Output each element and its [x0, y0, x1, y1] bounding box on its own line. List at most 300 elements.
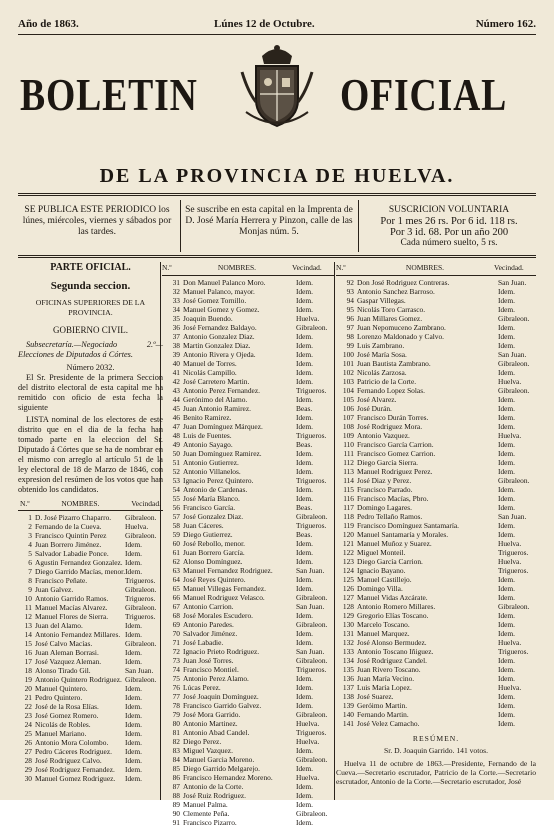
elector-name: Lúcas Perez.: [183, 683, 221, 692]
elector-number: 39: [172, 350, 180, 359]
elector-row: [162, 404, 334, 413]
elector-row: [336, 494, 536, 503]
elector-vecindad: Idem.: [296, 449, 314, 458]
elector-row: [18, 567, 163, 576]
elector-name: Antonio Carrion.: [183, 602, 234, 611]
elector-name: Joaquin Buendo.: [183, 314, 233, 323]
elector-vecindad: Idem.: [498, 305, 516, 314]
elector-row: [336, 557, 536, 566]
elector-name: José Joaquin Domínguez.: [183, 692, 259, 701]
elector-vecindad: Idem.: [296, 674, 314, 683]
elector-number: 15: [24, 639, 32, 648]
resumen-block: [336, 734, 536, 786]
elector-vecindad: Idem.: [296, 377, 314, 386]
elector-name: Alonso Domínguez.: [183, 557, 243, 566]
elector-name: José Velez Camacho.: [357, 719, 420, 728]
elector-vecindad: Idem.: [498, 530, 516, 539]
elector-name: Nicolás Toro Carrasco.: [357, 305, 426, 314]
elector-vecindad: Idem.: [296, 494, 314, 503]
elector-row: [162, 368, 334, 377]
elector-vecindad: Idem.: [125, 756, 143, 765]
elector-name: Geróimo Martin.: [357, 701, 408, 710]
elector-number: 52: [172, 467, 180, 476]
elector-name: José Gomez Tornillo.: [183, 296, 247, 305]
elector-vecindad: Idem.: [296, 701, 314, 710]
elector-number: 59: [172, 530, 180, 539]
elector-row: [18, 756, 163, 765]
elector-number: 89: [172, 800, 180, 809]
elector-vecindad: Beas.: [296, 503, 313, 512]
elector-number: 98: [346, 332, 354, 341]
elector-number: 124: [342, 566, 354, 575]
elector-vecindad: Idem.: [296, 800, 314, 809]
elector-number: 46: [172, 413, 180, 422]
elector-name: Francisco Montiel.: [183, 665, 239, 674]
elector-vecindad: Gibraleon.: [125, 513, 157, 522]
elector-vecindad: Trigueros.: [296, 665, 327, 674]
elector-vecindad: Idem.: [498, 521, 516, 530]
elector-row: [162, 467, 334, 476]
elector-number: 141: [342, 719, 354, 728]
elector-name: Manuel Castillejo.: [357, 575, 412, 584]
elector-row: [162, 485, 334, 494]
elector-number: 11: [24, 603, 32, 612]
elector-number: 66: [172, 593, 180, 602]
elector-name: Francisco Hernandez Moreno.: [183, 773, 273, 782]
elector-name: Juan Galvez.: [35, 585, 74, 594]
elector-number: 61: [172, 548, 180, 557]
elector-name: Juan Rivero Toscano.: [357, 665, 421, 674]
elector-vecindad: Gibraleon.: [125, 531, 157, 540]
elector-row: [162, 719, 334, 728]
elector-vecindad: Huelva.: [498, 683, 522, 692]
elector-row: [336, 629, 536, 638]
elector-row: [18, 576, 163, 585]
elector-vecindad: Idem.: [498, 413, 516, 422]
elector-name: Juan Cáceres.: [183, 521, 224, 530]
elector-vecindad: Huelva.: [498, 431, 522, 440]
elector-number: 128: [342, 602, 354, 611]
elector-vecindad: San Juan.: [296, 647, 325, 656]
elector-number: 91: [172, 818, 180, 827]
elector-number: 136: [342, 674, 354, 683]
elector-row: [162, 449, 334, 458]
elector-vecindad: Idem.: [296, 683, 314, 692]
elector-number: 109: [342, 431, 354, 440]
elector-row: [18, 657, 163, 666]
elector-name: Domingo Lagares.: [357, 503, 413, 512]
elector-vecindad: Idem.: [296, 818, 314, 827]
elector-vecindad: Idem.: [296, 395, 314, 404]
elector-vecindad: Idem.: [498, 404, 516, 413]
elector-row: [162, 665, 334, 674]
elector-name: Francisco Domínguez Santamaría.: [357, 521, 460, 530]
elector-number: 48: [172, 431, 180, 440]
elector-name: José Gonzalez Diaz.: [183, 512, 244, 521]
elector-row: [336, 521, 536, 530]
elector-row: [18, 594, 163, 603]
elector-row: [162, 737, 334, 746]
elector-number: 126: [342, 584, 354, 593]
elector-name: Juan Borrero Jiménez.: [35, 540, 102, 549]
elector-number: 75: [172, 674, 180, 683]
elector-vecindad: Idem.: [498, 395, 516, 404]
elector-name: Antonio Mora Colombo.: [35, 738, 109, 747]
elector-name: Francisco Quintin Perez: [35, 531, 107, 540]
elector-vecindad: Idem.: [296, 458, 314, 467]
elector-row: [336, 539, 536, 548]
elector-name: José Rodriguez Candel.: [357, 656, 427, 665]
elector-vecindad: Idem.: [296, 557, 314, 566]
subscription-line: Cada número suelto, 5 rs.: [400, 238, 498, 248]
elector-row: [18, 522, 163, 531]
elector-vecindad: Idem.: [498, 467, 516, 476]
elector-vecindad: Idem.: [296, 341, 314, 350]
royal-coat-of-arms-icon: [238, 42, 316, 130]
elector-vecindad: Gibraleon.: [296, 656, 328, 665]
elector-vecindad: Gibraleon.: [125, 603, 157, 612]
elector-name: Manuel Palma.: [183, 800, 228, 809]
elector-vecindad: Idem.: [296, 413, 314, 422]
list-intro-paragraph: LISTA nominal de los electores de este distrito que en el dia de la fecha han tomado parte en la eleccion del Sr. Diputado á Córtes que se ha de nombrar en el mismo con arreglo al artículo 51 de la ley electoral de 18 de Marzo de 1846, con expresion del resúmen de los votos que han obtenido los candidatos.: [18, 415, 163, 494]
elector-row: [336, 647, 536, 656]
elector-vecindad: Idem.: [498, 332, 516, 341]
elector-number: 18: [24, 666, 32, 675]
elector-vecindad: Trigueros.: [296, 386, 327, 395]
elector-number: 43: [172, 386, 180, 395]
subscription-prices: [362, 205, 536, 249]
elector-name: Fernando Lopez Solas.: [357, 386, 425, 395]
column-divider: [334, 262, 335, 800]
elector-vecindad: San Juan.: [498, 278, 527, 287]
elector-row: [162, 701, 334, 710]
elector-number: 85: [172, 764, 180, 773]
elector-row: [18, 702, 163, 711]
col-name-header: NOMBRES.: [217, 263, 257, 272]
elector-name: Ignacio Perez Quintero.: [183, 476, 254, 485]
elector-vecindad: Trigueros.: [296, 521, 327, 530]
elector-row: [162, 755, 334, 764]
elector-number: 86: [172, 773, 180, 782]
elector-row: [336, 530, 536, 539]
elector-vecindad: Idem.: [498, 656, 516, 665]
elector-number: 130: [342, 620, 354, 629]
elector-number: 37: [172, 332, 180, 341]
elector-number: 7: [28, 567, 32, 576]
elector-number: 123: [342, 557, 354, 566]
elector-row: [336, 440, 536, 449]
elector-row: [18, 585, 163, 594]
elector-number: 113: [343, 467, 354, 476]
elector-name: Antonio Paredes.: [183, 620, 234, 629]
elector-row: [336, 575, 536, 584]
masthead-rule: [18, 193, 536, 196]
subscription-line: Por 1 mes 26 rs. Por 6 id. 118 rs.: [380, 216, 518, 227]
elector-name: Luis María Lopez.: [357, 683, 412, 692]
col-vecindad-header: Vecindad.: [131, 499, 161, 508]
elector-name: Gerónimo del Alamo.: [183, 395, 248, 404]
elector-row: [18, 729, 163, 738]
elector-number: 45: [172, 404, 180, 413]
elector-vecindad: Idem.: [296, 692, 314, 701]
elector-vecindad: Huelva.: [498, 539, 522, 548]
elector-name: Manuel Muñoz y Suarez.: [357, 539, 432, 548]
document-number: Número 2032.: [66, 363, 115, 372]
elector-row: [336, 359, 536, 368]
elector-vecindad: Idem.: [125, 657, 143, 666]
elector-row: [18, 711, 163, 720]
elector-vecindad: Idem.: [296, 548, 314, 557]
elector-name: Lorenzo Maldonado y Calvo.: [357, 332, 445, 341]
elector-number: 73: [172, 656, 180, 665]
elector-name: Gaspar Villegas.: [357, 296, 406, 305]
elector-name: Antonio Quintero Rodriguez.: [35, 675, 122, 684]
elector-name: Francisco Parrado.: [357, 485, 413, 494]
elector-vecindad: Trigueros.: [296, 476, 327, 485]
elector-number: 92: [346, 278, 354, 287]
elector-number: 34: [172, 305, 180, 314]
elector-name: Juan Borrero García.: [183, 548, 245, 557]
elector-name: José Vazquez Aleman.: [35, 657, 102, 666]
col-name-header: NOMBRES.: [61, 499, 100, 508]
elector-name: Juan María Vecino.: [357, 674, 415, 683]
elector-row: [162, 548, 334, 557]
elector-number: 10: [24, 594, 32, 603]
elector-number: 4: [28, 540, 32, 549]
list-header: [162, 263, 334, 276]
elector-number: 100: [342, 350, 354, 359]
elector-row: [336, 404, 536, 413]
elector-vecindad: Idem.: [498, 323, 516, 332]
elector-number: 72: [172, 647, 180, 656]
elector-number: 64: [172, 575, 180, 584]
elector-number: 62: [172, 557, 180, 566]
elector-number: 21: [24, 693, 32, 702]
elector-row: [162, 683, 334, 692]
elector-name: José María Blanco.: [183, 494, 240, 503]
elector-row: [18, 675, 163, 684]
elector-number: 90: [172, 809, 180, 818]
subscription-place: Se suscribe en esta capital en la Imprenta de D. José María Herrera y Pinzon, calle de las Monjas núm. 5.: [185, 205, 353, 237]
elector-name: Fernando de la Cueva.: [35, 522, 102, 531]
elector-vecindad: Idem.: [498, 629, 516, 638]
elector-row: [336, 476, 536, 485]
elector-number: 16: [24, 648, 32, 657]
elector-vecindad: Idem.: [296, 359, 314, 368]
elector-name: Antonio Villanelos.: [183, 467, 241, 476]
elector-vecindad: Idem.: [498, 710, 516, 719]
elector-name: Antonio Rivera y Ojeda.: [183, 350, 256, 359]
elector-name: Francisco García.: [183, 503, 236, 512]
elector-vecindad: Idem.: [125, 549, 143, 558]
elector-number: 95: [346, 305, 354, 314]
elector-row: [336, 656, 536, 665]
section-heading: Segunda seccion.: [50, 280, 131, 292]
elector-row: [162, 638, 334, 647]
elector-number: 6: [28, 558, 32, 567]
elector-vecindad: Idem.: [296, 791, 314, 800]
elector-vecindad: Huelva.: [125, 522, 149, 531]
elector-vecindad: Idem.: [498, 593, 516, 602]
elector-number: 103: [342, 377, 354, 386]
elector-number: 22: [24, 702, 32, 711]
elector-name: Marcelo Toscano.: [357, 620, 410, 629]
elector-name: Luis Zambrano.: [357, 341, 405, 350]
elector-number: 32: [172, 287, 180, 296]
elector-number: 117: [343, 503, 354, 512]
elector-row: [336, 674, 536, 683]
elector-name: Diego Perez.: [183, 737, 222, 746]
electors-column-3: [336, 263, 536, 786]
elector-vecindad: Idem.: [498, 287, 516, 296]
elector-name: Manuel Rodriguez Perez.: [357, 467, 433, 476]
elector-name: Francisco García Carrion.: [357, 440, 434, 449]
elector-number: 19: [24, 675, 32, 684]
elector-row: [162, 431, 334, 440]
elector-row: [336, 584, 536, 593]
elector-name: José Alvarez.: [357, 395, 397, 404]
elector-number: 110: [343, 440, 354, 449]
elector-name: Martin Gonzalez Diaz.: [183, 341, 251, 350]
elector-name: Manuel Vidas Azcárate.: [357, 593, 428, 602]
elector-vecindad: Idem.: [125, 720, 143, 729]
elector-vecindad: Idem.: [498, 368, 516, 377]
elector-name: Manuel Garcia Moreno.: [183, 755, 255, 764]
elector-row: [162, 566, 334, 575]
elector-number: 101: [342, 359, 354, 368]
elector-vecindad: Gibraleon.: [498, 314, 530, 323]
elector-name: Francisco Macías, Pbro.: [357, 494, 429, 503]
elector-vecindad: Idem.: [498, 620, 516, 629]
elector-number: 79: [172, 710, 180, 719]
elector-row: [336, 422, 536, 431]
elector-number: 78: [172, 701, 180, 710]
elector-row: [162, 692, 334, 701]
elector-vecindad: Idem.: [296, 467, 314, 476]
elector-row: [336, 278, 536, 287]
elector-row: [162, 422, 334, 431]
elector-name: José Mora Garrido.: [183, 710, 241, 719]
elector-row: [162, 620, 334, 629]
elector-vecindad: San Juan.: [296, 602, 325, 611]
elector-name: Manuel Marquez.: [357, 629, 410, 638]
elector-name: Manuel Santamaría y Morales.: [357, 530, 449, 539]
elector-row: [18, 774, 163, 783]
elector-name: Manuel Macías Alvarez.: [35, 603, 108, 612]
intro-paragraph: El Sr. Presidente de la primera Seccion del distrito electoral de esta capital me ha remitido con oficio de esta fecha la siguiente: [18, 373, 163, 412]
elector-number: 118: [343, 512, 354, 521]
elector-name: Luis de Fuentes.: [183, 431, 232, 440]
elector-vecindad: Idem.: [296, 638, 314, 647]
elector-number: 36: [172, 323, 180, 332]
elector-number: 122: [342, 548, 354, 557]
elector-vecindad: Trigueros.: [498, 548, 529, 557]
elector-row: [162, 800, 334, 809]
elector-row: [336, 566, 536, 575]
elector-name: Antonio Vazquez.: [357, 431, 410, 440]
elector-name: Pedro Cáceres Rodriguez.: [35, 747, 112, 756]
elector-row: [336, 296, 536, 305]
elector-row: [18, 603, 163, 612]
elector-number: 82: [172, 737, 180, 746]
elector-name: Ignacio Prieto Rodriguez.: [183, 647, 260, 656]
elector-number: 2: [28, 522, 32, 531]
elector-row: [336, 413, 536, 422]
elector-row: [18, 747, 163, 756]
elector-name: José Alonso Bermudez.: [357, 638, 427, 647]
elector-name: Nicolás Campillo.: [183, 368, 237, 377]
elector-vecindad: Beas.: [296, 530, 313, 539]
elector-number: 140: [342, 710, 354, 719]
elector-name: José María Sosa.: [357, 350, 407, 359]
header-number: Número 162.: [475, 18, 536, 30]
elector-name: Manuel Quintero.: [35, 684, 88, 693]
elector-name: José Calvo Macías.: [35, 639, 93, 648]
elector-name: José Rodriguez Mora.: [357, 422, 423, 431]
elector-vecindad: San Juan.: [296, 566, 325, 575]
elector-vecindad: Idem.: [125, 774, 143, 783]
elector-row: [18, 612, 163, 621]
elector-number: 44: [172, 395, 180, 404]
list-header: [18, 499, 163, 509]
elector-row: [162, 350, 334, 359]
elector-name: Benito Ramirez.: [183, 413, 232, 422]
elector-vecindad: Gibraleon.: [125, 675, 157, 684]
elector-vecindad: Gibraleon.: [498, 386, 530, 395]
elector-name: Clemente Peña.: [183, 809, 230, 818]
publication-info: SE PUBLICA ESTE PERIODICO los lúnes, miércoles, viernes y sábados por las tardes.: [22, 205, 172, 237]
elector-number: 77: [172, 692, 180, 701]
info-rule: [18, 255, 536, 258]
elector-row: [336, 395, 536, 404]
elector-vecindad: Gibraleon.: [296, 620, 328, 629]
elector-number: 30: [24, 774, 32, 783]
elector-vecindad: Trigueros.: [296, 431, 327, 440]
elector-number: 116: [343, 494, 354, 503]
elector-vecindad: Idem.: [125, 711, 143, 720]
elector-row: [336, 386, 536, 395]
elector-vecindad: Gibraleon.: [498, 476, 530, 485]
elector-vecindad: Gibraleon.: [296, 710, 328, 719]
elector-vecindad: Huelva.: [498, 557, 522, 566]
elector-name: Juan Aleman Borrasi.: [35, 648, 99, 657]
electors-list: [18, 513, 163, 783]
elector-number: 102: [342, 368, 354, 377]
elector-number: 5: [28, 549, 32, 558]
masthead-subtitle: DE LA PROVINCIA DE HUELVA.: [99, 165, 455, 187]
elector-vecindad: Gibraleon.: [296, 809, 328, 818]
elector-name: Miguel Monteil.: [357, 548, 406, 557]
elector-name: Antonio Gonzalez Diaz.: [183, 332, 255, 341]
header-year: Año de 1863.: [18, 18, 79, 30]
elector-vecindad: Trigueros.: [296, 728, 327, 737]
elector-vecindad: Idem.: [296, 611, 314, 620]
elector-number: 56: [172, 503, 180, 512]
elector-row: [162, 440, 334, 449]
elector-row: [162, 602, 334, 611]
elector-row: [162, 359, 334, 368]
col-vecindad-header: Vecindad.: [292, 263, 322, 272]
header-line: [18, 18, 536, 32]
elector-number: 20: [24, 684, 32, 693]
elector-number: 108: [342, 422, 354, 431]
elector-row: [162, 530, 334, 539]
elector-vecindad: Idem.: [498, 440, 516, 449]
elector-row: [162, 458, 334, 467]
elector-number: 68: [172, 611, 180, 620]
info-divider: [358, 200, 359, 252]
elector-row: [336, 377, 536, 386]
